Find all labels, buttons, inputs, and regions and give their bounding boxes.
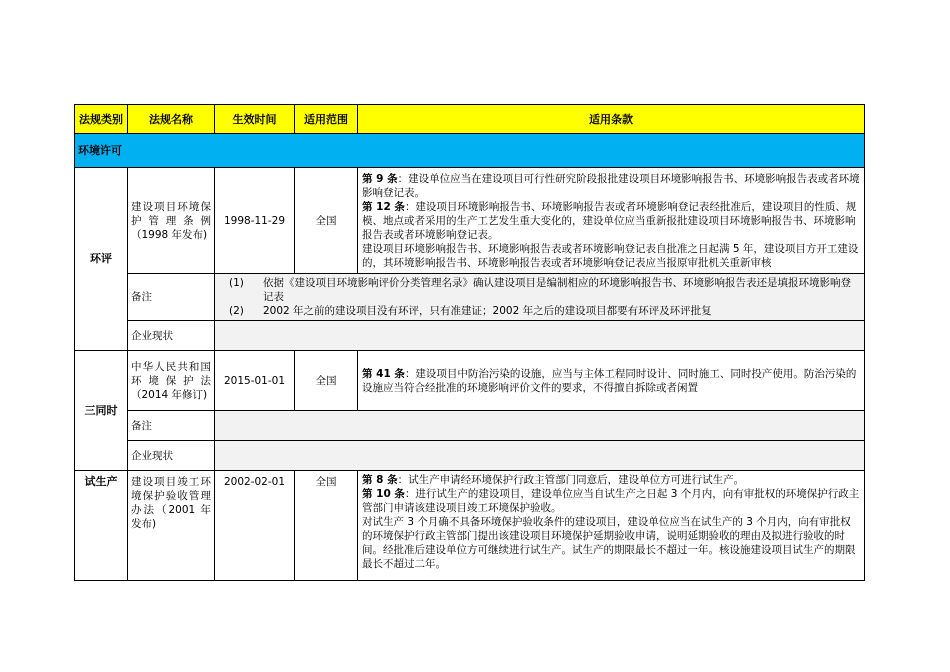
status-row — [75, 441, 865, 471]
notes-row — [75, 411, 865, 441]
regulation-name: 建设项目环境保护管理条例（1998 年发布) — [128, 168, 215, 274]
note-number: (1) — [229, 277, 244, 289]
header-name: 法规名称 — [128, 105, 215, 134]
regulation-name: 建设项目竣工环境保护验收管理办法（2001 年发布) — [128, 471, 215, 581]
clause-text: 建设项目环境影响报告书、环境影响报告表或者环境影响登记表自批准之日起满 5 年，建设项目方开工建设的，其环境影响报告书、环境影响报告表或者环境影响登记表应当报原审批机关重新审核 — [362, 242, 859, 269]
status-value — [215, 441, 865, 471]
scope: 全国 — [295, 168, 358, 274]
status-value — [215, 321, 865, 351]
scope: 全国 — [295, 351, 358, 411]
status-row — [75, 321, 865, 351]
scope: 全国 — [295, 471, 358, 581]
header-scope: 适用范围 — [295, 105, 358, 134]
section-row — [75, 134, 865, 168]
clause-cell — [358, 351, 865, 411]
clause-text: ：建设项目中防治污染的设施，应当与主体工程同时设计、同时施工、同时投产使用。防治污染的设施应当符合经批准的环境影响评价文件的要求，不得擅自拆除或者闲置 — [362, 367, 857, 394]
regulation-name: 中华人民共和国环境保护法（2014 年修订) — [128, 351, 215, 411]
notes-label: 备注 — [128, 411, 215, 441]
clause-cell — [358, 168, 865, 274]
clause-label: 第 10 条 — [362, 488, 405, 500]
clause-label: 第 8 条 — [362, 474, 398, 486]
clause-text: 对试生产 3 个月确不具备环境保护验收条件的建设项目，建设单位应当在试生产的 3 个月内，向有审批权的环境保护行政主管部门提出该建设项目环境保护延期验收申请，说明延期验收的理由及拟进行验收的时间。经批准后建设单位方可继续进行试生产。试生产的期限最长不超过一年。核设施建设项目试生产的期限最长不超过二年。 — [362, 516, 856, 570]
category-cell: 三同时 — [75, 351, 128, 471]
header-date: 生效时间 — [215, 105, 295, 134]
notes-row — [75, 274, 865, 321]
clause-label: 第 12 条 — [362, 200, 405, 213]
notes-cell — [215, 274, 865, 321]
note-number: (2) — [229, 305, 244, 317]
table-row — [75, 351, 865, 411]
section-title: 环境许可 — [75, 134, 865, 168]
category-cell: 环评 — [75, 168, 128, 351]
header-clauses: 适用条款 — [358, 105, 865, 134]
clause-label: 第 41 条 — [362, 367, 405, 380]
header-category: 法规类别 — [75, 105, 128, 134]
note-text: 依据《建设项目环境影响评价分类管理名录》确认建设项目是编制相应的环境影响报告书、环境影响报告表还是填报环境影响登记表 — [263, 277, 851, 303]
effective-date: 2002-02-01 — [215, 471, 295, 581]
note-text: 2002 年之前的建设项目没有环评，只有准建证；2002 年之后的建设项目都要有环评及环评批复 — [263, 305, 712, 317]
clause-text: ：试生产申请经环境保护行政主管部门同意后，建设单位方可进行试生产。 — [397, 474, 745, 486]
table-row — [75, 471, 865, 581]
status-label: 企业现状 — [128, 441, 215, 471]
effective-date: 2015-01-01 — [215, 351, 295, 411]
effective-date: 1998-11-29 — [215, 168, 295, 274]
clause-text: ：进行试生产的建设项目，建设单位应当自试生产之日起 3 个月内，向有审批权的环境保护行政主管部门申请该建设项目竣工环境保护验收。 — [362, 488, 860, 514]
notes-label: 备注 — [128, 274, 215, 321]
table-row — [75, 168, 865, 274]
header-row — [75, 105, 865, 134]
status-label: 企业现状 — [128, 321, 215, 351]
notes-value — [215, 411, 865, 441]
clause-text: ：建设单位应当在建设项目可行性研究阶段报批建设项目环境影响报告书、环境影响报告表或者环境影响登记表。 — [362, 172, 860, 199]
category-cell: 试生产 — [75, 471, 128, 581]
clause-cell — [358, 471, 865, 581]
regulations-table — [74, 104, 865, 581]
clause-text: ：建设项目环境影响报告书、环境影响报告表或者环境影响登记表经批准后，建设项目的性质、规模、地点或者采用的生产工艺发生重大变化的，建设单位应当重新报批建设项目环境影响报告书、环境影响报告表或者环境影响登记表。 — [362, 200, 857, 241]
clause-label: 第 9 条 — [362, 172, 398, 185]
